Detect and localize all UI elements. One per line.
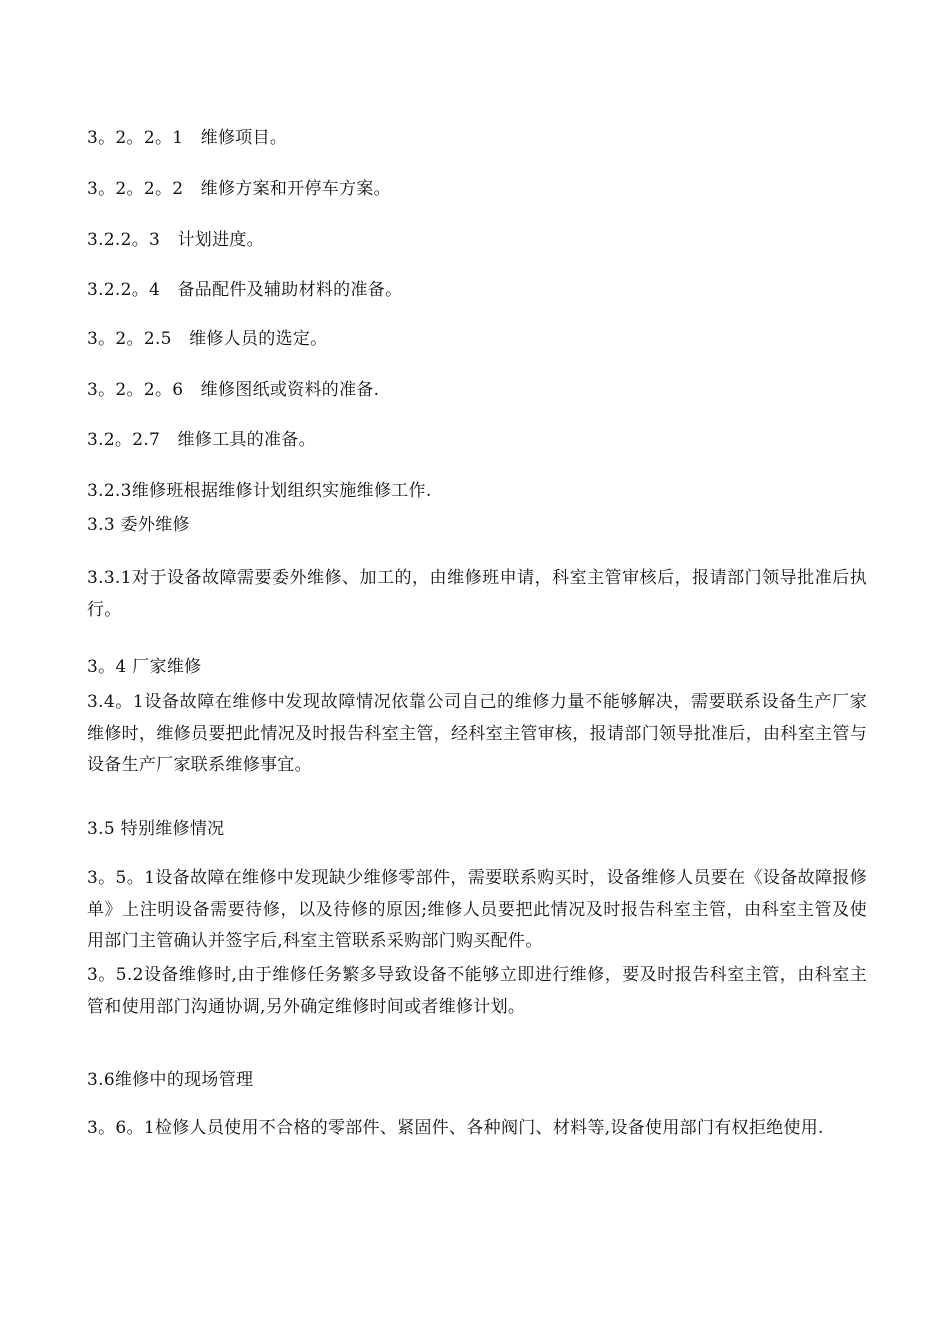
item-3-2-2-6: 3。2。2。6 维修图纸或资料的准备.: [87, 380, 380, 400]
item-3-2-2-7: 3.2。2.7 维修工具的准备。: [87, 430, 316, 450]
item-3-2-2-5: 3。2。2.5 维修人员的选定。: [87, 329, 328, 349]
heading-3-3: 3.3 委外维修: [87, 515, 190, 535]
item-3-2-2-4: 3.2.2。4 备品配件及辅助材料的准备。: [87, 280, 403, 300]
item-3-2-3: 3.2.3维修班根据维修计划组织实施维修工作.: [87, 481, 432, 501]
para-3-3-1: 3.3.1对于设备故障需要委外维修、加工的，由维修班申请，科室主管审核后，报请部门领导批准后执行。: [87, 568, 867, 620]
heading-3-6: 3.6维修中的现场管理: [87, 1070, 254, 1090]
para-3-6-1: 3。6。1检修人员使用不合格的零部件、紧固件、各种阀门、材料等,设备使用部门有权拒绝使用.: [87, 1118, 824, 1138]
para-3-5-1: 3。5。1设备故障在维修中发现缺少维修零部件，需要联系购买时，设备维修人员要在《设备故障报修单》上注明设备需要待修，以及待修的原因;维修人员要把此情况及时报告科室主管，由科室主管及使用部门主管确认并签字后,科室主管联系采购部门购买配件。: [87, 868, 867, 951]
item-3-2-2-2: 3。2。2。2 维修方案和开停车方案。: [87, 179, 391, 199]
para-3-5-2: 3。5.2设备维修时,由于维修任务繁多导致设备不能够立即进行维修，要及时报告科室主管，由科室主管和使用部门沟通协调,另外确定维修时间或者维修计划。: [87, 965, 867, 1017]
heading-3-4: 3。4 厂家维修: [87, 657, 202, 677]
heading-3-5: 3.5 特别维修情况: [87, 819, 225, 839]
para-3-4-1: 3.4。1设备故障在维修中发现故障情况依靠公司自己的维修力量不能够解决，需要联系设备生产厂家维修时，维修员要把此情况及时报告科室主管，经科室主管审核，报请部门领导批准后，由科室主管与设备生产厂家联系维修事宜。: [87, 692, 867, 775]
item-3-2-2-1: 3。2。2。1 维修项目。: [87, 128, 288, 148]
item-3-2-2-3: 3.2.2。3 计划进度。: [87, 230, 264, 250]
